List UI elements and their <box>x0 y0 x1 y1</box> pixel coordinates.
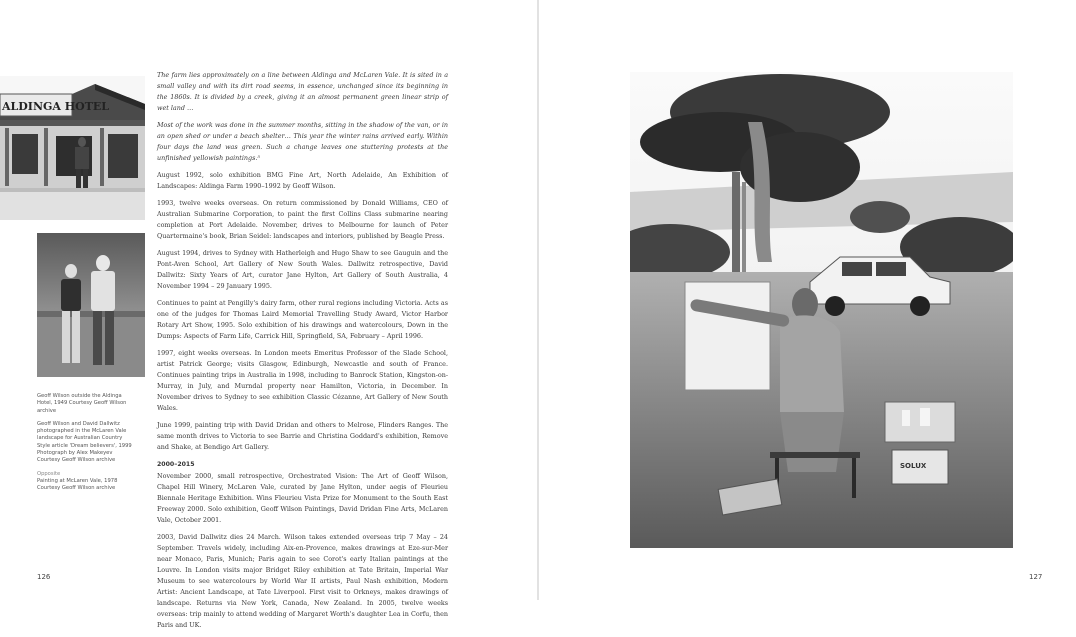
photo-wilson-dallwitz <box>37 233 145 377</box>
paragraph-1997: 1997, eight weeks overseas. In London meets Emeritus Professor of the Slade School, artist Patrick George; visits Glasgow, Edinburgh, Newcastle and south of France. Continues painting trips in Australia in 1998, including to Banrock Station, Kingston-on-Murray, in July, and Murndal property near Hamilton, Victoria, in December. In November drives to Sydney to see exhibition Classic Cézanne, Art Gallery of New South Wales. <box>157 349 448 412</box>
paragraph-2003: 2003, David Dallwitz dies 24 March. Wilson takes extended overseas trip 7 May – 24 September. Travels widely, including Aix-en-Provence, makes drawings at Eze-sur-Mer near Monaco, Paris, Munich; Paris again to see Corot's early Italian paintings at the Louvre. In London visits major Bridget Riley exhibition at Tate Britain, Imperial War Museum to see watercolours by World War II artists, Paul Nash exhibition, Modern Artist: Ancient Landscape, at Tate Liverpool. First visit to Orkneys, makes drawings of landscape. Returns via New York, Canada, New Zealand. In 2005, twelve weeks overseas: trip mainly to attend wedding of Margaret Worth's daughter Lea in Corfu, then Paris and UK. <box>157 533 448 629</box>
right-page <box>539 0 1076 600</box>
caption-painting: Painting at McLaren Vale, 1978 Courtesy Geoff Wilson archive <box>37 477 118 492</box>
paragraph-2000: November 2000, small retrospective, Orchestrated Vision: The Art of Geoff Wilson, Chapel Hill Winery, McLaren Vale, curated by Jane Hylton, under aegis of Fleurieu Biennale Heritage Exhibition. Wins Fleurieu Vista Prize for Monument to the South East Freeway 2000. Solo exhibition, Geoff Wilson Paintings, David Dridan Fine Arts, McLaren Vale, October 2001. <box>157 472 448 524</box>
quote-paragraph-1: The farm lies approximately on a line between Aldinga and McLaren Vale. It is sited in a small valley and with its dirt road seems, in essence, unchanged since its beginning in the 1860s. It is divided by a creek, giving it an almost permanent green linear strip of wet land … <box>157 71 448 112</box>
page-number-right: 127 <box>1029 573 1043 581</box>
hotel-sign-text: ALDINGA HOTEL <box>2 100 110 113</box>
caption-hotel: Geoff Wilson outside the Aldinga Hotel, 1949 Courtesy Geoff Wilson archive <box>37 393 127 414</box>
photo-painting-at-mclaren-vale <box>630 72 1013 548</box>
paragraph-1992: August 1992, solo exhibition BMG Fine Art, North Adelaide, An Exhibition of Landscapes: Aldinga Farm 1990–1992 by Geoff Wilson. <box>157 171 448 190</box>
photo-box-label: SOLUX <box>900 462 927 470</box>
section-heading: 2000–2015 <box>157 461 195 468</box>
photo-aldinga-hotel <box>0 76 145 220</box>
main-text-column <box>157 70 448 637</box>
paragraph-1994: August 1994, drives to Sydney with Hatherleigh and Hugo Shaw to see Gauguin and the Pont-Aven School, Art Gallery of New South Wales. Dallwitz retrospective, David Dallwitz: Sixty Years of Art, curator Jane Hylton, Art Gallery of South Australia, 4 November 1994 – 29 January 1995. <box>157 249 448 290</box>
quote-paragraph-2: Most of the work was done in the summer months, sitting in the shadow of the van, or in an open shed or under a beach shelter… This year the winter rains arrived early. Within four days the land was green. Such a change leaves one stuttering protests at the unfinished yellowish paintings.⁵ <box>157 121 448 162</box>
photo-captions <box>37 393 137 499</box>
paragraph-1995: Continues to paint at Pengilly's dairy farm, other rural regions including Victoria. Acts as one of the judges for Thomas Laird Memorial Travelling Study Award, Victor Harbor Rotary Art Show, 1995. Solo exhibition of his drawings and watercolours, Down in the Dumps: Aspects of Farm Life, Carrick Hill, Springfield, SA, February – April 1996. <box>157 299 448 340</box>
left-page <box>0 0 537 629</box>
caption-portrait: Geoff Wilson and David Dallwitz photographed in the McLaren Vale landscape for Australian Country Style article 'Dream believers', 1999 Photograph by Alex Makeyev Courtesy Geoff Wilson archive <box>37 420 132 464</box>
paragraph-1993: 1993, twelve weeks overseas. On return commissioned by Donald Williams, CEO of Australian Submarine Corporation, to paint the first Collins Class submarine nearing completion at Port Adelaide. November, drives to Melbourne for launch of Peter Quartermaine's book, Brian Seidel: landscapes and interiors, published by Beagle Press. <box>157 199 448 240</box>
page-number-left: 126 <box>37 573 51 581</box>
paragraph-1999: June 1999, painting trip with David Dridan and others to Melrose, Flinders Ranges. The same month drives to Victoria to see Barrie and Christina Goddard's exhibition, Remove and Shake, at Bendigo Art Gallery. <box>157 421 448 451</box>
caption-opposite-label: Opposite <box>37 470 61 477</box>
